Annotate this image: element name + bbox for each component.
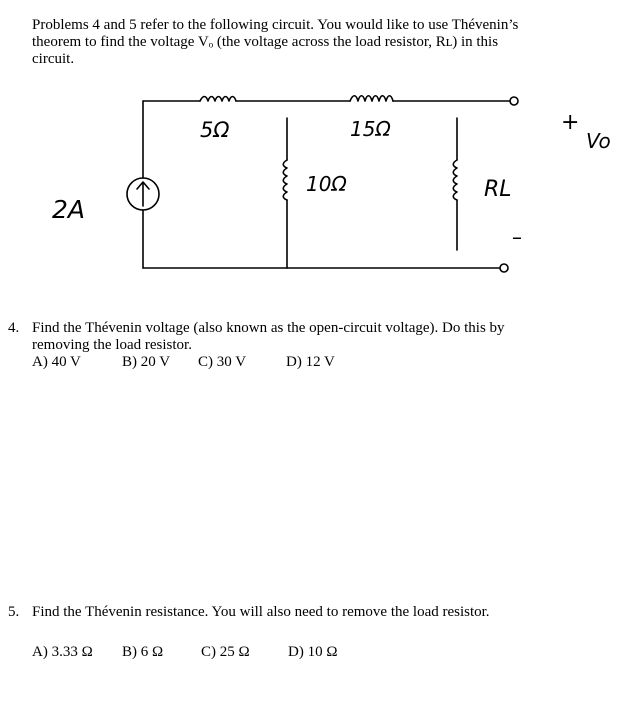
r1-label: 5Ω [200,118,230,142]
question-5-choice-b: B) 6 Ω [122,644,164,660]
r2-label: 15Ω [350,117,391,141]
minus-label: – [512,225,522,249]
intro-line-3: circuit. [32,51,75,67]
question-5-text-1: Find the Thévenin resistance. You will also need to remove the load resistor. [32,604,490,620]
question-5-choice-a: A) 3.33 Ω [32,644,93,660]
source-label: 2A [52,195,86,224]
question-5-number: 5. [8,604,20,620]
plus-label: + [561,110,580,135]
question-4-choice-a: A) 40 V [32,354,81,370]
resistor-15-zigzag [350,96,393,101]
question-5-choice-d: D) 10 Ω [288,644,338,660]
question-5 [8,604,608,661]
question-4-line-1 [8,320,608,337]
question-4-choice-b: B) 20 V [122,354,171,370]
question-5-choices [8,644,608,661]
intro-line-1: Problems 4 and 5 refer to the following circuit. You would like to use Thévenin’s [32,17,519,33]
question-4-text-2: removing the load resistor. [32,337,192,353]
rl-label: RL [484,177,512,202]
question-4-text-1: Find the Thévenin voltage (also known as the open-circuit voltage). Do this by [32,320,505,336]
output-terminal-top [510,97,518,105]
resistor-load-zigzag [453,160,457,200]
question-5-choice-c: C) 25 Ω [201,644,250,660]
current-source-arrow [137,182,149,206]
question-4-choice-d: D) 12 V [286,354,335,370]
question-4-choice-c: C) 30 V [198,354,247,370]
question-5-line-1 [8,604,608,621]
resistor-10-zigzag [283,160,287,200]
question-4-choices [8,354,608,371]
intro-line-2: theorem to find the voltage Vₒ (the voltage across the load resistor, Rʟ) in this [32,34,499,50]
resistor-5-zigzag [200,97,236,102]
question-4 [8,320,608,371]
question-4-number: 4. [8,320,20,336]
vo-label: Vo [586,129,611,153]
r3-label: 10Ω [306,172,347,196]
circuit-diagram [0,0,632,300]
output-terminal-bottom [500,264,508,272]
